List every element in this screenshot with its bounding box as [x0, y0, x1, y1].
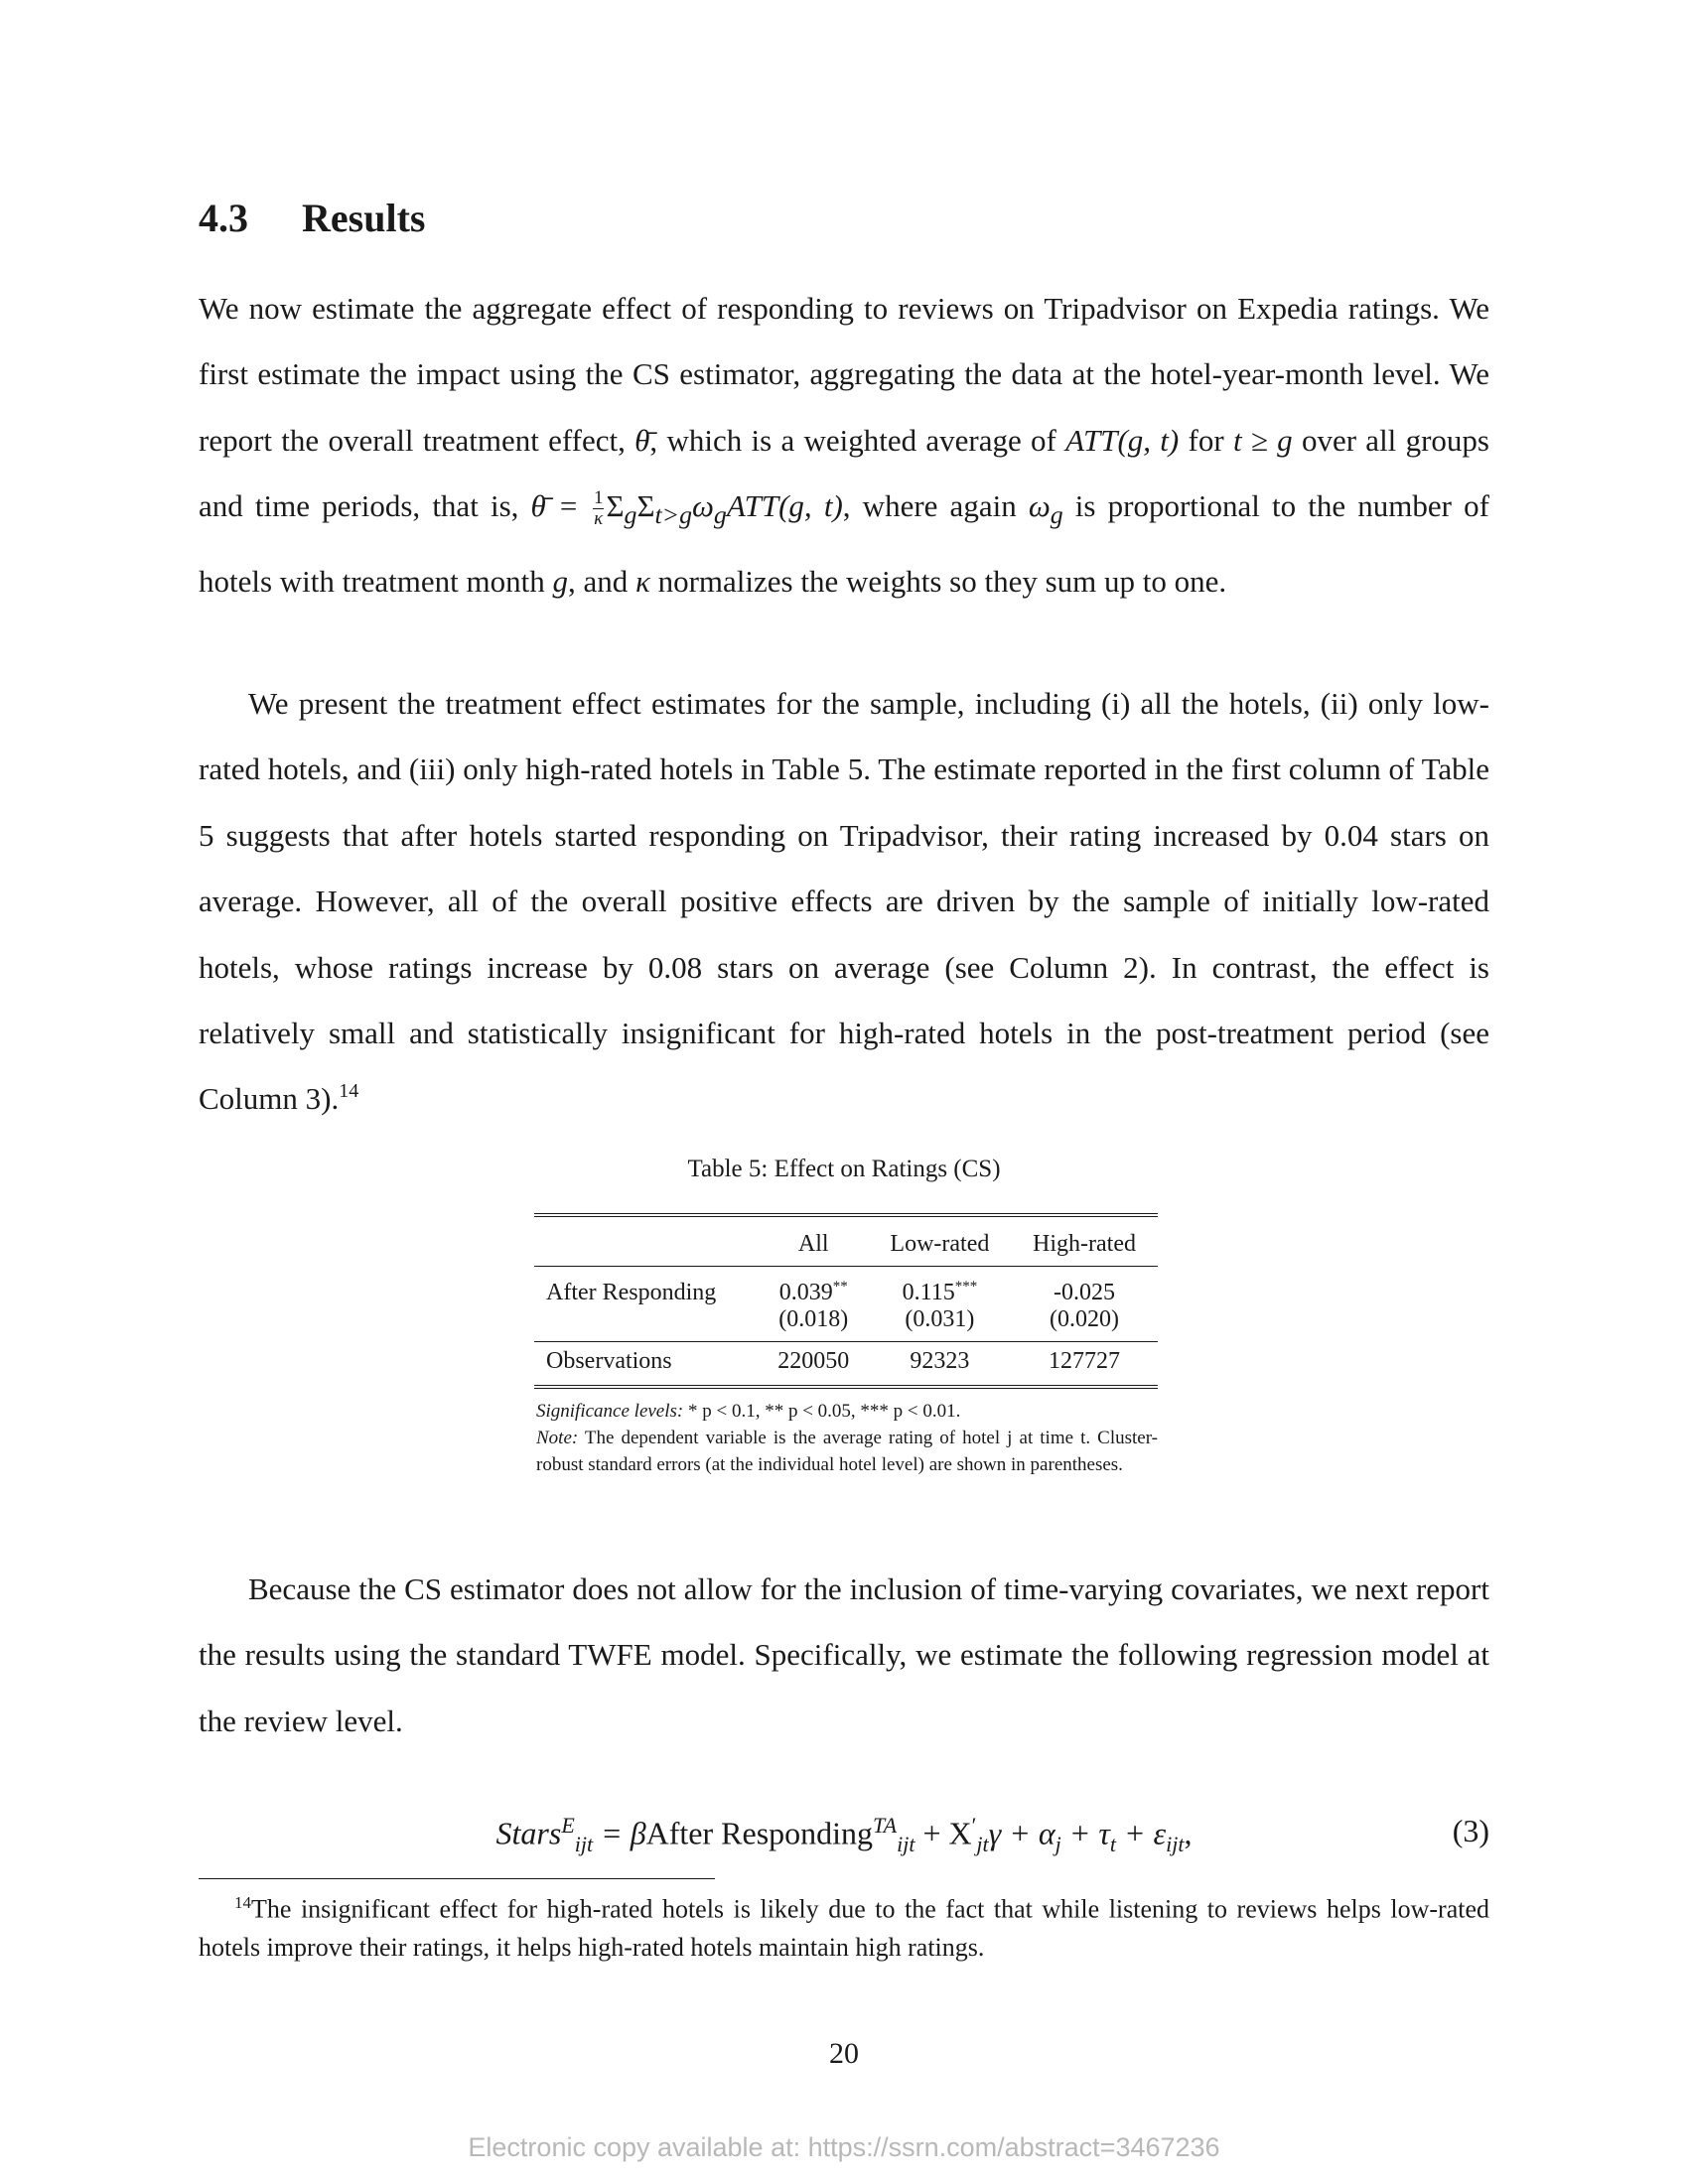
p1-text-d: over all groups and time periods, that is, — [199, 422, 1489, 524]
p1-text-a: We now estimate the aggregate effect of responding to reviews on Tripadvisor on Expedia ratings. We first estimate the impact using the CS estimator, aggregating the data at the hotel-year-month level. We report the overall treatment effect, — [199, 291, 1489, 458]
footnote-text: The insignificant effect for high-rated hotels is likely due to the fact that while listening to reviews helps low-rated hotels improve their ratings, it helps high-rated hotels maintain high ratings. — [199, 1894, 1489, 1962]
p1-fraction: $\frac{1}{\kappa}$ — [593, 487, 604, 530]
obs-label: Observations — [546, 1348, 672, 1374]
se-cell: (0.031) — [869, 1306, 1011, 1342]
coef-cell: 0.039** — [778, 1279, 848, 1305]
note-line: Note: The dependent variable is the average rating of hotel j at time t. Cluster-robust standard errors (at the individual hotel level) are shown in parentheses. — [536, 1428, 1158, 1475]
p1-omega: ω — [1028, 488, 1051, 524]
p1-omega-weight: ω — [692, 488, 714, 524]
section-number: 4.3 — [199, 196, 248, 240]
p1-theta: θ̄ — [634, 422, 650, 458]
row-label: After Responding — [546, 1279, 717, 1305]
footnote — [199, 1884, 1489, 1967]
table-row — [534, 1306, 1158, 1342]
p1-eq-lhs: θ̄ = — [530, 488, 579, 524]
p2-text: We present the treatment effect estimates for the sample, including (i) all the hotels, (ii) only low-rated hotels, and (iii) only high-rated hotels in Table 5. The estimate reported in the first column of Table 5 suggests that after hotels started responding on Tripadvisor, their rating increased by 0.04 stars on average. However, all of the overall positive effects are driven by the sample of initially low-rated hotels, whose ratings increase by 0.08 stars on average (see Column 2). In contrast, the effect is relatively small and statistically insignificant for high-rated hotels in the post-treatment period (see Column 3). — [199, 686, 1489, 1117]
equation-number: (3) — [1452, 1813, 1489, 1848]
obs-cell: 127727 — [1049, 1348, 1121, 1374]
p1-att: ATT(g, t) — [1065, 422, 1180, 458]
obs-cell: 92323 — [910, 1348, 970, 1374]
p1-sum-1: Σ — [606, 488, 625, 524]
p1-text-c: for — [1179, 422, 1233, 458]
table-header-row — [534, 1215, 1158, 1267]
p1-text-b: , which is a weighted average of — [649, 422, 1066, 458]
header-low-rated: Low-rated — [869, 1215, 1011, 1267]
se-cell: (0.020) — [1011, 1306, 1158, 1342]
p1-text-f: is proportional to the number of hotels with treatment month — [199, 488, 1489, 599]
page-number: 20 — [829, 2037, 859, 2070]
p1-sum-2: Σ — [636, 488, 655, 524]
section-heading — [199, 195, 425, 241]
paragraph-2 — [199, 671, 1489, 1133]
footnote-divider — [199, 1878, 715, 1879]
paragraph-3: Because the CS estimator does not allow for the inclusion of time-varying covariates, we next report the results using the standard TWFE model. Specifically, we estimate the following regression model at the review level. — [199, 1571, 1489, 1738]
p1-g: g — [552, 563, 568, 599]
ssrn-watermark[interactable]: Electronic copy available at: https://ssrn.com/abstract=3467236 — [468, 2132, 1220, 2162]
p1-text-e: , where again — [842, 488, 1029, 524]
header-all: All — [759, 1215, 869, 1267]
p1-text-i: normalizes the weights so they sum up to one. — [649, 563, 1227, 599]
p1-text-h: , and — [567, 563, 635, 599]
table-notes — [536, 1398, 1158, 1478]
p1-condition: t ≥ g — [1232, 422, 1293, 458]
header-high-rated: High-rated — [1011, 1215, 1158, 1267]
footnote-reference[interactable]: 14 — [339, 1080, 359, 1103]
equation: Stars$^E_{ijt}$ = βAfter Responding$^{TA}_{ijt}$ + $X'_{jt}\gamma + \alpha_j + \tau_t + \varepsilon_{ijt}$, — [495, 1813, 1193, 1857]
paragraph-1: We now estimate the aggregate effect of responding to reviews on Tripadvisor on Expedia ratings. We first estimate the impact using the CS estimator, aggregating the data at the hotel-year-month level. We report the overall treatment effect, θ̄, which is a weighted average of ATT(g, t) for t ≥ g over all groups and time periods, that is, θ̄ = $\frac{1}{\kappa}$ $\Sigma_g\Sigma_{t>g}\omega_gATT(g$, t), where again $\omega_g$ is proportional to the number of hotels with treatment month g, and κ normalizes the weights so they sum up to one. — [199, 291, 1489, 599]
footnote-mark: 14 — [234, 1893, 251, 1912]
results-table — [534, 1213, 1158, 1389]
coef-cell: -0.025 — [1054, 1280, 1116, 1305]
table-caption: Table 5: Effect on Ratings (CS) — [687, 1156, 1001, 1182]
table-row — [534, 1342, 1158, 1388]
table-row — [534, 1267, 1158, 1307]
se-cell: (0.018) — [759, 1306, 869, 1342]
coef-cell: 0.115*** — [902, 1279, 978, 1305]
se-label — [534, 1306, 759, 1342]
significance-line: Significance levels: * p < 0.1, ** p < 0.05, *** p < 0.01. — [536, 1401, 961, 1422]
p1-kappa: κ — [634, 563, 650, 599]
obs-cell: 220050 — [777, 1348, 850, 1374]
header-empty — [534, 1215, 759, 1267]
section-title: Results — [302, 196, 426, 240]
p1-att-2: ATT(g, t) — [726, 488, 843, 524]
